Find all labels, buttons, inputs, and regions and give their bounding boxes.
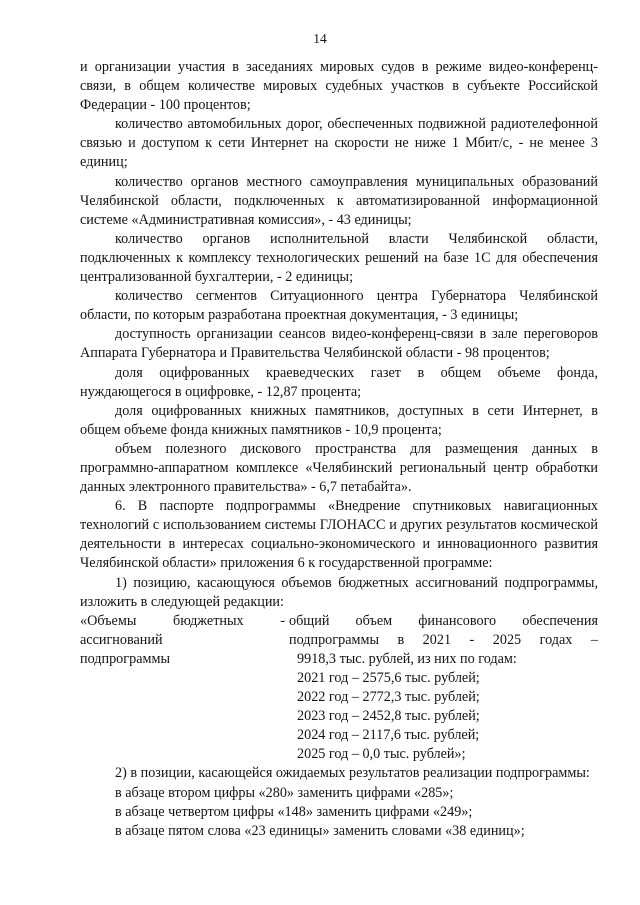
passport-value-line: общий объем финансового обеспечения [289, 612, 598, 629]
passport-value-line: 2025 год – 0,0 тыс. рублей»; [297, 746, 466, 763]
passport-value [285, 612, 598, 765]
paragraph: количество органов местного самоуправления муниципальных образований Челябинской области, подключенных к автоматизированной информационной системе «Административная комиссия», - 43 единицы; [80, 173, 598, 228]
passport-value-line: 2022 год – 2772,3 тыс. рублей; [297, 689, 480, 706]
paragraph: 2) в позиции, касающейся ожидаемых результатов реализации подпрограммы: [115, 765, 590, 782]
passport-funding-block [80, 612, 598, 765]
paragraph: доступность организации сеансов видео-конференц-связи в зале переговоров Аппарата Губернатора и Правительства Челябинской области - 98 процентов; [80, 326, 598, 362]
passport-label-line: ассигнований [80, 631, 163, 648]
passport-value-line: подпрограммы в 2021 - 2025 годах – [289, 631, 598, 648]
passport-value-line: 9918,3 тыс. рублей, из них по годам: [297, 650, 517, 667]
paragraph: 1) позицию, касающуюся объемов бюджетных ассигнований подпрограммы, изложить в следующей редакции: [80, 574, 598, 610]
paragraph: доля оцифрованных краеведческих газет в общем объеме фонда, нуждающегося в оцифровке, - 12,87 процента; [80, 364, 598, 400]
paragraph: в абзаце четвертом цифры «148» заменить цифрами «249»; [115, 803, 473, 820]
paragraph: количество автомобильных дорог, обеспеченных подвижной радиотелефонной связью и доступом к сети Интернет на скорости не ниже 1 Мбит/с, - не менее 3 единиц; [80, 116, 598, 171]
passport-value-line: 2024 год – 2117,6 тыс. рублей; [297, 727, 480, 744]
paragraph: 6. В паспорте подпрограммы «Внедрение спутниковых навигационных технологий с использованием системы ГЛОНАСС и других результатов космической деятельности в интересах социально-экономического и инновационного развития Челябинской области» приложения 6 к государственной программе: [80, 498, 598, 572]
document-body [80, 58, 598, 841]
passport-label [80, 612, 285, 765]
paragraph: количество органов исполнительной власти Челябинской области, подключенных к комплексу технологических решений на базе 1С для обеспечения централизованной бухгалтерии, - 2 единицы; [80, 230, 598, 286]
paragraph: в абзаце пятом слова «23 единицы» заменить словами «38 единиц»; [115, 822, 525, 839]
paragraph: в абзаце втором цифры «280» заменить цифрами «285»; [115, 784, 454, 801]
paragraph: количество сегментов Ситуационного центра Губернатора Челябинской области, по которым разработана проектная документация, - 3 единицы; [80, 288, 598, 324]
paragraph: доля оцифрованных книжных памятников, доступных в сети Интернет, в общем объеме фонда книжных памятников - 10,9 процента; [80, 402, 598, 438]
passport-value-line: 2021 год – 2575,6 тыс. рублей; [297, 670, 480, 686]
paragraph: и организации участия в заседаниях мировых судов в режиме видео-конференц-связи, в общем количестве мировых судебных участков в субъекте Российской Федерации - 100 процентов; [80, 59, 598, 114]
paragraph: объем полезного дискового пространства для размещения данных в программно-аппаратном комплексе «Челябинский региональный центр обработки данных электронного правительства» - 6,7 петабайта». [80, 440, 598, 496]
passport-label-line: подпрограммы [80, 650, 170, 667]
passport-label-line: «Объемы бюджетных - [80, 612, 285, 629]
page-number: 14 [313, 31, 327, 46]
passport-value-line: 2023 год – 2452,8 тыс. рублей; [297, 708, 480, 725]
